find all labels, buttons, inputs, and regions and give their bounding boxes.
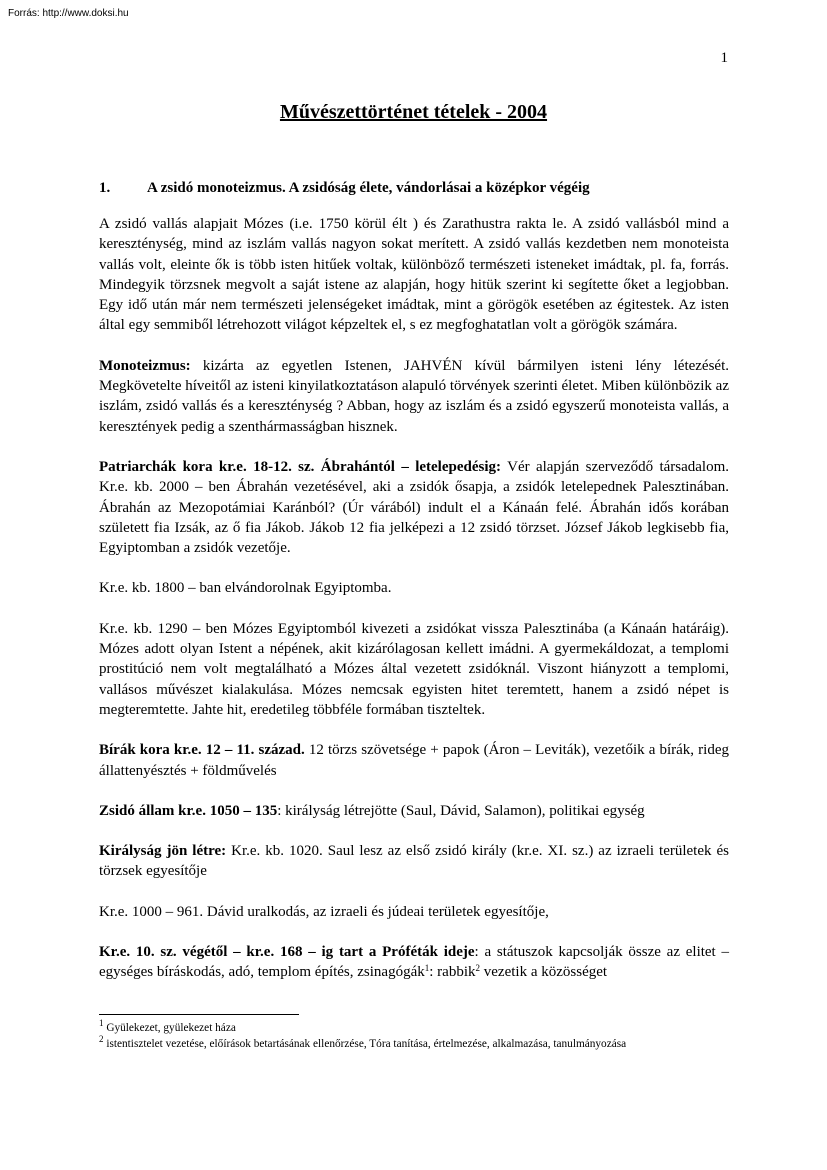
- term-monoteizmus: Monoteizmus:: [99, 357, 191, 374]
- paragraph-intro: A zsidó vallás alapjait Mózes (i.e. 1750 körül élt ) és Zarathustra rakta le. A zsidó vallásból mind a kereszténység, mind az iszlám vallás nagyon sokat merített. A zsidó vallás kezdetben nem monoteista vallás volt, eleinte ők is több isten hitűek voltak, különböző természeti isteneket imádtak, pl. fa, forrás. Mindegyik törzsnek megvolt a saját istene az alapján, hogy hitük szerint ki segítette őket a legjobban. Egy idő után már nem természeti jelenségeket imádtak, mint a görögök esetében az égitestek. Az isten által egy semmiből létrehozott világot képzeltek el, s ez megfoghatatlan volt a görögök számára.: [99, 216, 729, 334]
- footnote-1: [99, 1020, 729, 1036]
- term-kiralysag: Királyság jön létre:: [99, 843, 227, 860]
- footnote-ref-2[interactable]: 2: [475, 963, 481, 974]
- section-title: A zsidó monoteizmus. A zsidóság élete, vándorlásai a középkor végéig: [147, 180, 590, 196]
- footnote-text: istentisztelet vezetése, előírások betartásának ellenőrzése, Tóra tanítása, értelmezése, alkalmazása, tanulmányozása: [103, 1038, 627, 1050]
- document-body: [99, 214, 729, 1003]
- section-number: 1.: [99, 180, 111, 196]
- paragraph-text: kizárta az egyetlen Istenen, JAHVÉN kívül bármilyen isteni lény létezését. Megkövetelte híveitől az isteni kinyilatkoztatáson alapuló törvények szerinti életet. Miben különbözik az iszlám, zsidó vallás és a kereszténység ? Abban, hogy az iszlám és a zsidó egyszerű monoteista vallás, a keresztények pedig a szenthármasságban hisznek.: [99, 357, 729, 435]
- paragraph-text: Kr.e. kb. 1020. Saul lesz az első zsidó király (kr.e. XI. sz.) az izraeli területek és törzsek egyesítője: [99, 843, 729, 880]
- paragraph-birak: [99, 740, 729, 781]
- paragraph-monoteizmus: [99, 356, 729, 437]
- section-heading: [99, 180, 590, 197]
- footnotes: [99, 1020, 729, 1052]
- paragraph-david: Kr.e. 1000 – 961. Dávid uralkodás, az izraeli és júdeai területek egyesítője,: [99, 903, 549, 920]
- paragraph-text: Vér alapján szerveződő társadalom. Kr.e. kb. 2000 – ben Ábrahán vezetésével, aki a zsidók ősapja, a zsidók letelepednek Palesztinában. Ábrahán az Mezopotámiai Karánból? (Úr várából) indult el a Kánaán felé. Ábrahán idős korában született fia Izsák, az ő fia Jákob. Jákob 12 fia jelképezi a 12 zsidó törzset. József Jákob legkisebb fia, Egyiptomban a zsidók vezetője.: [99, 458, 730, 557]
- page-number: 1: [720, 50, 728, 66]
- paragraph-zsido-allam: [99, 801, 729, 821]
- paragraph-kiralysag: [99, 841, 729, 882]
- paragraph-patriarchak: [99, 457, 729, 558]
- term-patriarchak: Patriarchák kora kr.e. 18-12. sz. Ábrahántól – letelepedésig:: [99, 458, 502, 475]
- paragraph-text: : a státuszok kapcsolják össze az elitet – egységes bíráskodás, adó, templom építés, zsinagógák: [99, 944, 729, 981]
- term-profetak: Kr.e. 10. sz. végétől – kr.e. 168 – ig tart a Próféták ideje: [99, 944, 475, 961]
- document-title: Művészettörténet tételek - 2004: [279, 101, 548, 123]
- paragraph-egyiptom: Kr.e. kb. 1800 – ban elvándorolnak Egyiptomba.: [99, 580, 392, 597]
- footnote-divider: [99, 1014, 299, 1015]
- paragraph-mozes: Kr.e. kb. 1290 – ben Mózes Egyiptomból kivezeti a zsidókat vissza Palesztinába (a Kánaán határáig). Mózes adott olyan Istent a népének, akit kizárólagosan kellett imádni. A gyermekáldozat, a templomi prostitúció nem volt megtalálható a Mózes által vezetett zsidóknál. Viszont hiányzott a templomi, vallásos művészet kialakulása. Mózes nemcsak egyisten hitet teremtett, hanem a zsidó népet is megteremtette. Jahte hit, eredetileg többféle formában tiszteltek.: [99, 620, 729, 718]
- footnote-2: [99, 1036, 729, 1052]
- paragraph-text: : királyság létrejötte (Saul, Dávid, Salamon), politikai egység: [277, 802, 645, 819]
- term-birak: Bírák kora kr.e. 12 – 11. század.: [99, 742, 305, 759]
- paragraph-text: : rabbik: [429, 964, 476, 981]
- footnote-ref-1[interactable]: 1: [424, 963, 430, 974]
- paragraph-text: vezetik a közösséget: [480, 964, 608, 981]
- source-attribution: Forrás: http://www.doksi.hu: [8, 8, 129, 19]
- footnote-mark: 2: [99, 1034, 104, 1044]
- paragraph-text: 12 törzs szövetsége + papok (Áron – Leviták), vezetőik a bírák, rideg állattenyésztés + földművelés: [99, 742, 729, 779]
- term-zsido-allam: Zsidó állam kr.e. 1050 – 135: [99, 802, 278, 819]
- footnote-mark: 1: [99, 1018, 104, 1028]
- paragraph-profetak: [99, 942, 729, 983]
- footnote-text: Gyülekezet, gyülekezet háza: [103, 1022, 236, 1034]
